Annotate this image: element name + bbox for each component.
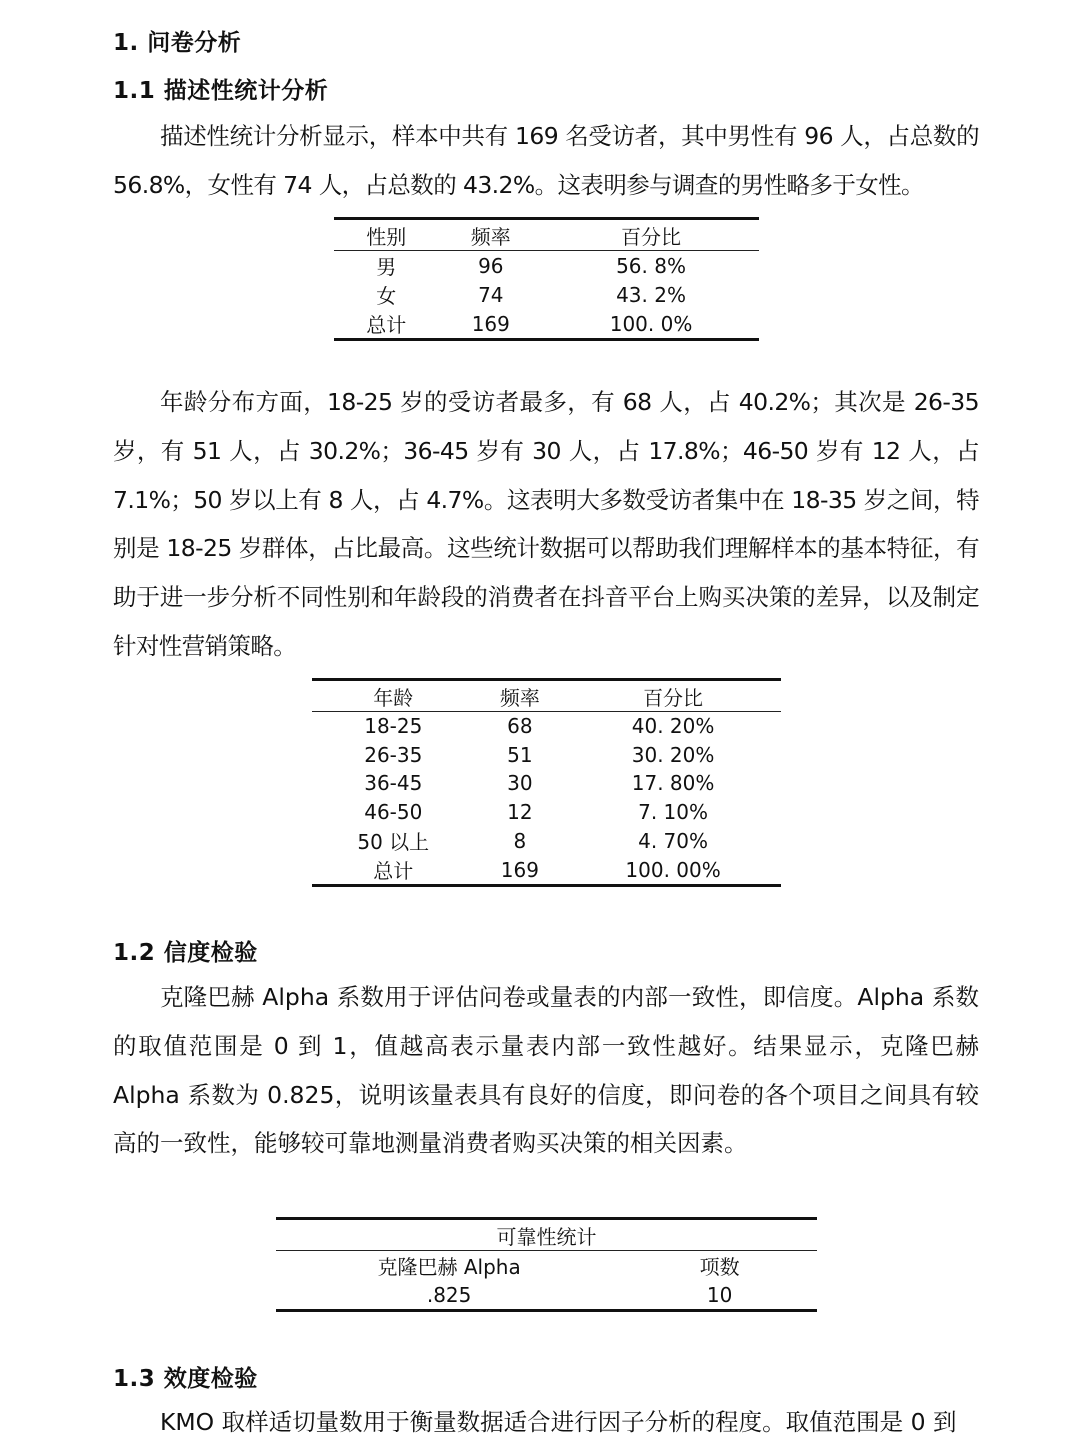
column-header: 年龄 <box>312 680 475 712</box>
table-caption-row <box>276 1219 817 1251</box>
table-cell: 26-35 <box>364 742 423 767</box>
paragraph-gender-summary: 描述性统计分析显示，样本中共有 169 名受访者，其中男性有 96 人，占总数的 56.8%，女性有 74 人，占总数的 43.2%。这表明参与调查的男性略多于女性。 <box>113 122 979 199</box>
table-cell: 30 <box>507 771 533 796</box>
table-cell: 8 <box>513 828 527 853</box>
table-cell: 100. 00% <box>625 857 721 882</box>
table-cell: 46-50 <box>364 799 423 824</box>
table-cell: 18-25 <box>364 714 423 739</box>
table-cell: 51 <box>507 742 533 767</box>
table-header-row <box>276 1251 817 1281</box>
paragraph-reliability: 克隆巴赫 Alpha 系数用于评估问卷或量表的内部一致性，即信度。Alpha 系数的取值范围是 0 到 1，值越高表示量表内部一致性越好。结果显示，克隆巴赫 Alpha 系数为 0.825，说明该量表具有良好的信度，即问卷的各个项目之间具有较高的一致性，能够较可靠地测量消费者购买决策的相关因素。 <box>113 983 979 1158</box>
table-row <box>334 251 759 281</box>
column-header: 频率 <box>439 219 544 251</box>
table-cell: 169 <box>500 857 539 882</box>
table-cell: .825 <box>426 1282 472 1307</box>
column-header: 频率 <box>475 680 566 712</box>
table-cell: 74 <box>478 282 504 307</box>
table-row <box>334 280 759 309</box>
column-header: 百分比 <box>543 219 759 251</box>
table-row <box>312 826 781 855</box>
column-header: 克隆巴赫 Alpha <box>377 1255 521 1279</box>
column-header: 项数 <box>699 1255 740 1279</box>
table-row <box>334 309 759 340</box>
table-cell: 36-45 <box>364 771 423 796</box>
table-cell: 总计 <box>373 859 414 883</box>
table-cell: 17. 80% <box>631 771 715 796</box>
section-1-1-title: 1.1 描述性统计分析 <box>113 78 329 104</box>
table-cell: 50 以上 <box>357 830 430 854</box>
table-caption: 可靠性统计 <box>276 1219 817 1251</box>
table-header-row <box>334 219 759 251</box>
column-header: 性别 <box>334 219 439 251</box>
table-cell: 女 <box>376 284 397 308</box>
table-cell: 7. 10% <box>638 799 709 824</box>
table-header-row <box>312 680 781 712</box>
table-row <box>312 855 781 886</box>
section-1-2-title: 1.2 信度检验 <box>113 940 258 966</box>
table-cell: 68 <box>507 714 533 739</box>
table-row <box>312 769 781 798</box>
column-header: 百分比 <box>565 680 781 712</box>
table-row <box>312 712 781 741</box>
paragraph-validity: KMO 取样适切量数用于衡量数据适合进行因子分析的程度。取值范围是 0 到 <box>160 1408 957 1436</box>
table-cell: 4. 70% <box>638 828 709 853</box>
table-row <box>312 741 781 770</box>
table-row <box>312 798 781 827</box>
table-cell: 56. 8% <box>616 253 686 278</box>
table-cell: 30. 20% <box>631 742 715 767</box>
age-frequency-table <box>312 678 781 887</box>
table-cell: 40. 20% <box>631 714 715 739</box>
paragraph-age-summary: 年龄分布方面，18-25 岁的受访者最多，有 68 人，占 40.2%；其次是 26-35 岁，有 51 人，占 30.2%；36-45 岁有 30 人，占 17.8%；46-50 岁有 12 人，占 7.1%；50 岁以上有 8 人，占 4.7%。这表明大多数受访者集中在 18-35 岁之间，特别是 18-25 岁群体，占比最高。这些统计数据可以帮助我们理解样本的基本特征，有助于进一步分析不同性别和年龄段的消费者在抖音平台上购买决策的差异，以及制定针对性营销策略。 <box>113 388 979 660</box>
table-cell: 96 <box>478 253 504 278</box>
table-cell: 169 <box>471 311 510 336</box>
section-1-title: 1. 问卷分析 <box>113 30 242 56</box>
gender-frequency-table <box>334 217 759 341</box>
table-cell: 总计 <box>366 313 407 337</box>
table-cell: 12 <box>507 799 533 824</box>
table-cell: 43. 2% <box>616 282 686 307</box>
table-cell: 100. 0% <box>609 311 693 336</box>
table-cell: 男 <box>376 255 397 279</box>
section-1-3-title: 1.3 效度检验 <box>113 1366 258 1392</box>
reliability-statistics-table <box>276 1217 817 1312</box>
table-row <box>276 1280 817 1311</box>
table-cell: 10 <box>706 1282 733 1307</box>
